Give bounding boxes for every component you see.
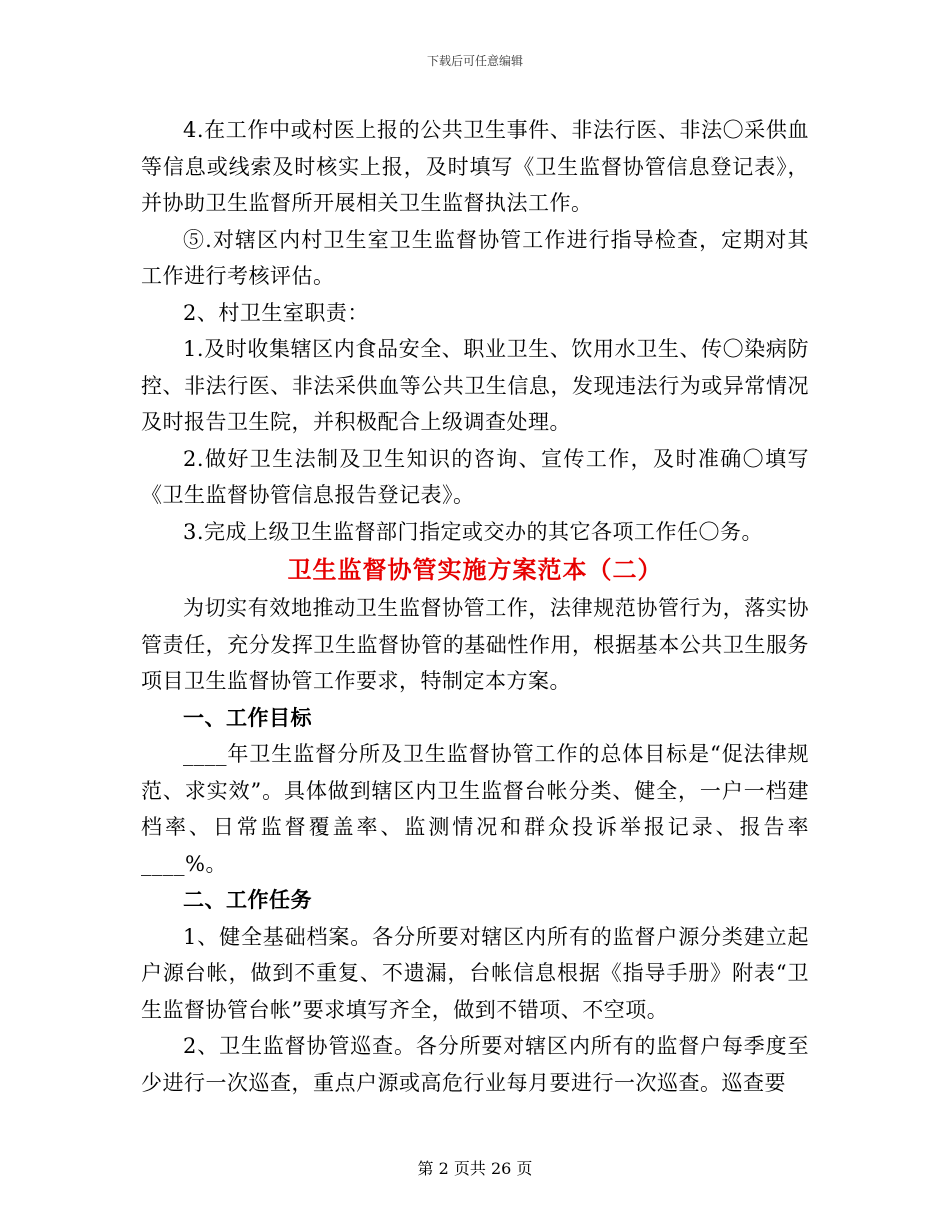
document-body: [141, 112, 809, 1101]
paragraph-duty-3: 3.完成上级卫生监督部门指定或交办的其它各项工作任〇务。: [183, 519, 764, 544]
paragraph-village-clinic-duties: 2、村卫生室职责：: [183, 300, 369, 325]
heading-work-tasks: 二、工作任务: [183, 887, 312, 912]
paragraph-task-2: 2、卫生监督协管巡查。各分所要对辖区内所有的监督户每季度至少进行一次巡查，重点户源或高危行业每月要进行一次巡查。巡查要: [141, 1034, 809, 1095]
page-header: 下载后可任意编辑: [426, 54, 523, 68]
section-title: 卫生监督协管实施方案范本（二）: [287, 556, 663, 584]
paragraph-duty-2: 2.做好卫生法制及卫生知识的咨询、宣传工作，及时准确〇填写《卫生监督协管信息报告登记表》。: [141, 446, 809, 507]
paragraph-task-1: 1、健全基础档案。各分所要对辖区内所有的监督户源分类建立起户源台帐，做到不重复、不遗漏，台帐信息根据《指导手册》附表“卫生监督协管台帐”要求填写齐全，做到不错项、不空项。: [141, 924, 809, 1022]
paragraph-duty-1: 1.及时收集辖区内食品安全、职业卫生、饮用水卫生、传〇染病防控、非法行医、非法采供血等公共卫生信息，发现违法行为或异常情况及时报告卫生院，并积极配合上级调查处理。: [141, 337, 809, 434]
page-footer: 第 2 页共 26 页: [417, 1159, 533, 1178]
paragraph-goal: ____年卫生监督分所及卫生监督协管工作的总体目标是“促法律规范、求实效”。具体做到辖区内卫生监督台帐分类、健全，一户一档建档率、日常监督覆盖率、监测情况和群众投诉举报记录、报告率____%。: [141, 742, 809, 876]
heading-work-goal: 一、工作目标: [183, 704, 312, 730]
paragraph-intro: 为切实有效地推动卫生监督协管工作，法律规范协管行为，落实协管责任，充分发挥卫生监督协管的基础性作用，根据基本公共卫生服务项目卫生监督协管工作要求，特制定本方案。: [141, 596, 809, 693]
paragraph-item-5: ⑤.对辖区内村卫生室卫生监督协管工作进行指导检查，定期对其工作进行考核评估。: [141, 227, 809, 288]
paragraph-item-4: 4.在工作中或村医上报的公共卫生事件、非法行医、非法〇采供血等信息或线索及时核实上报，及时填写《卫生监督协管信息登记表》，并协助卫生监督所开展相关卫生监督执法工作。: [141, 118, 809, 215]
